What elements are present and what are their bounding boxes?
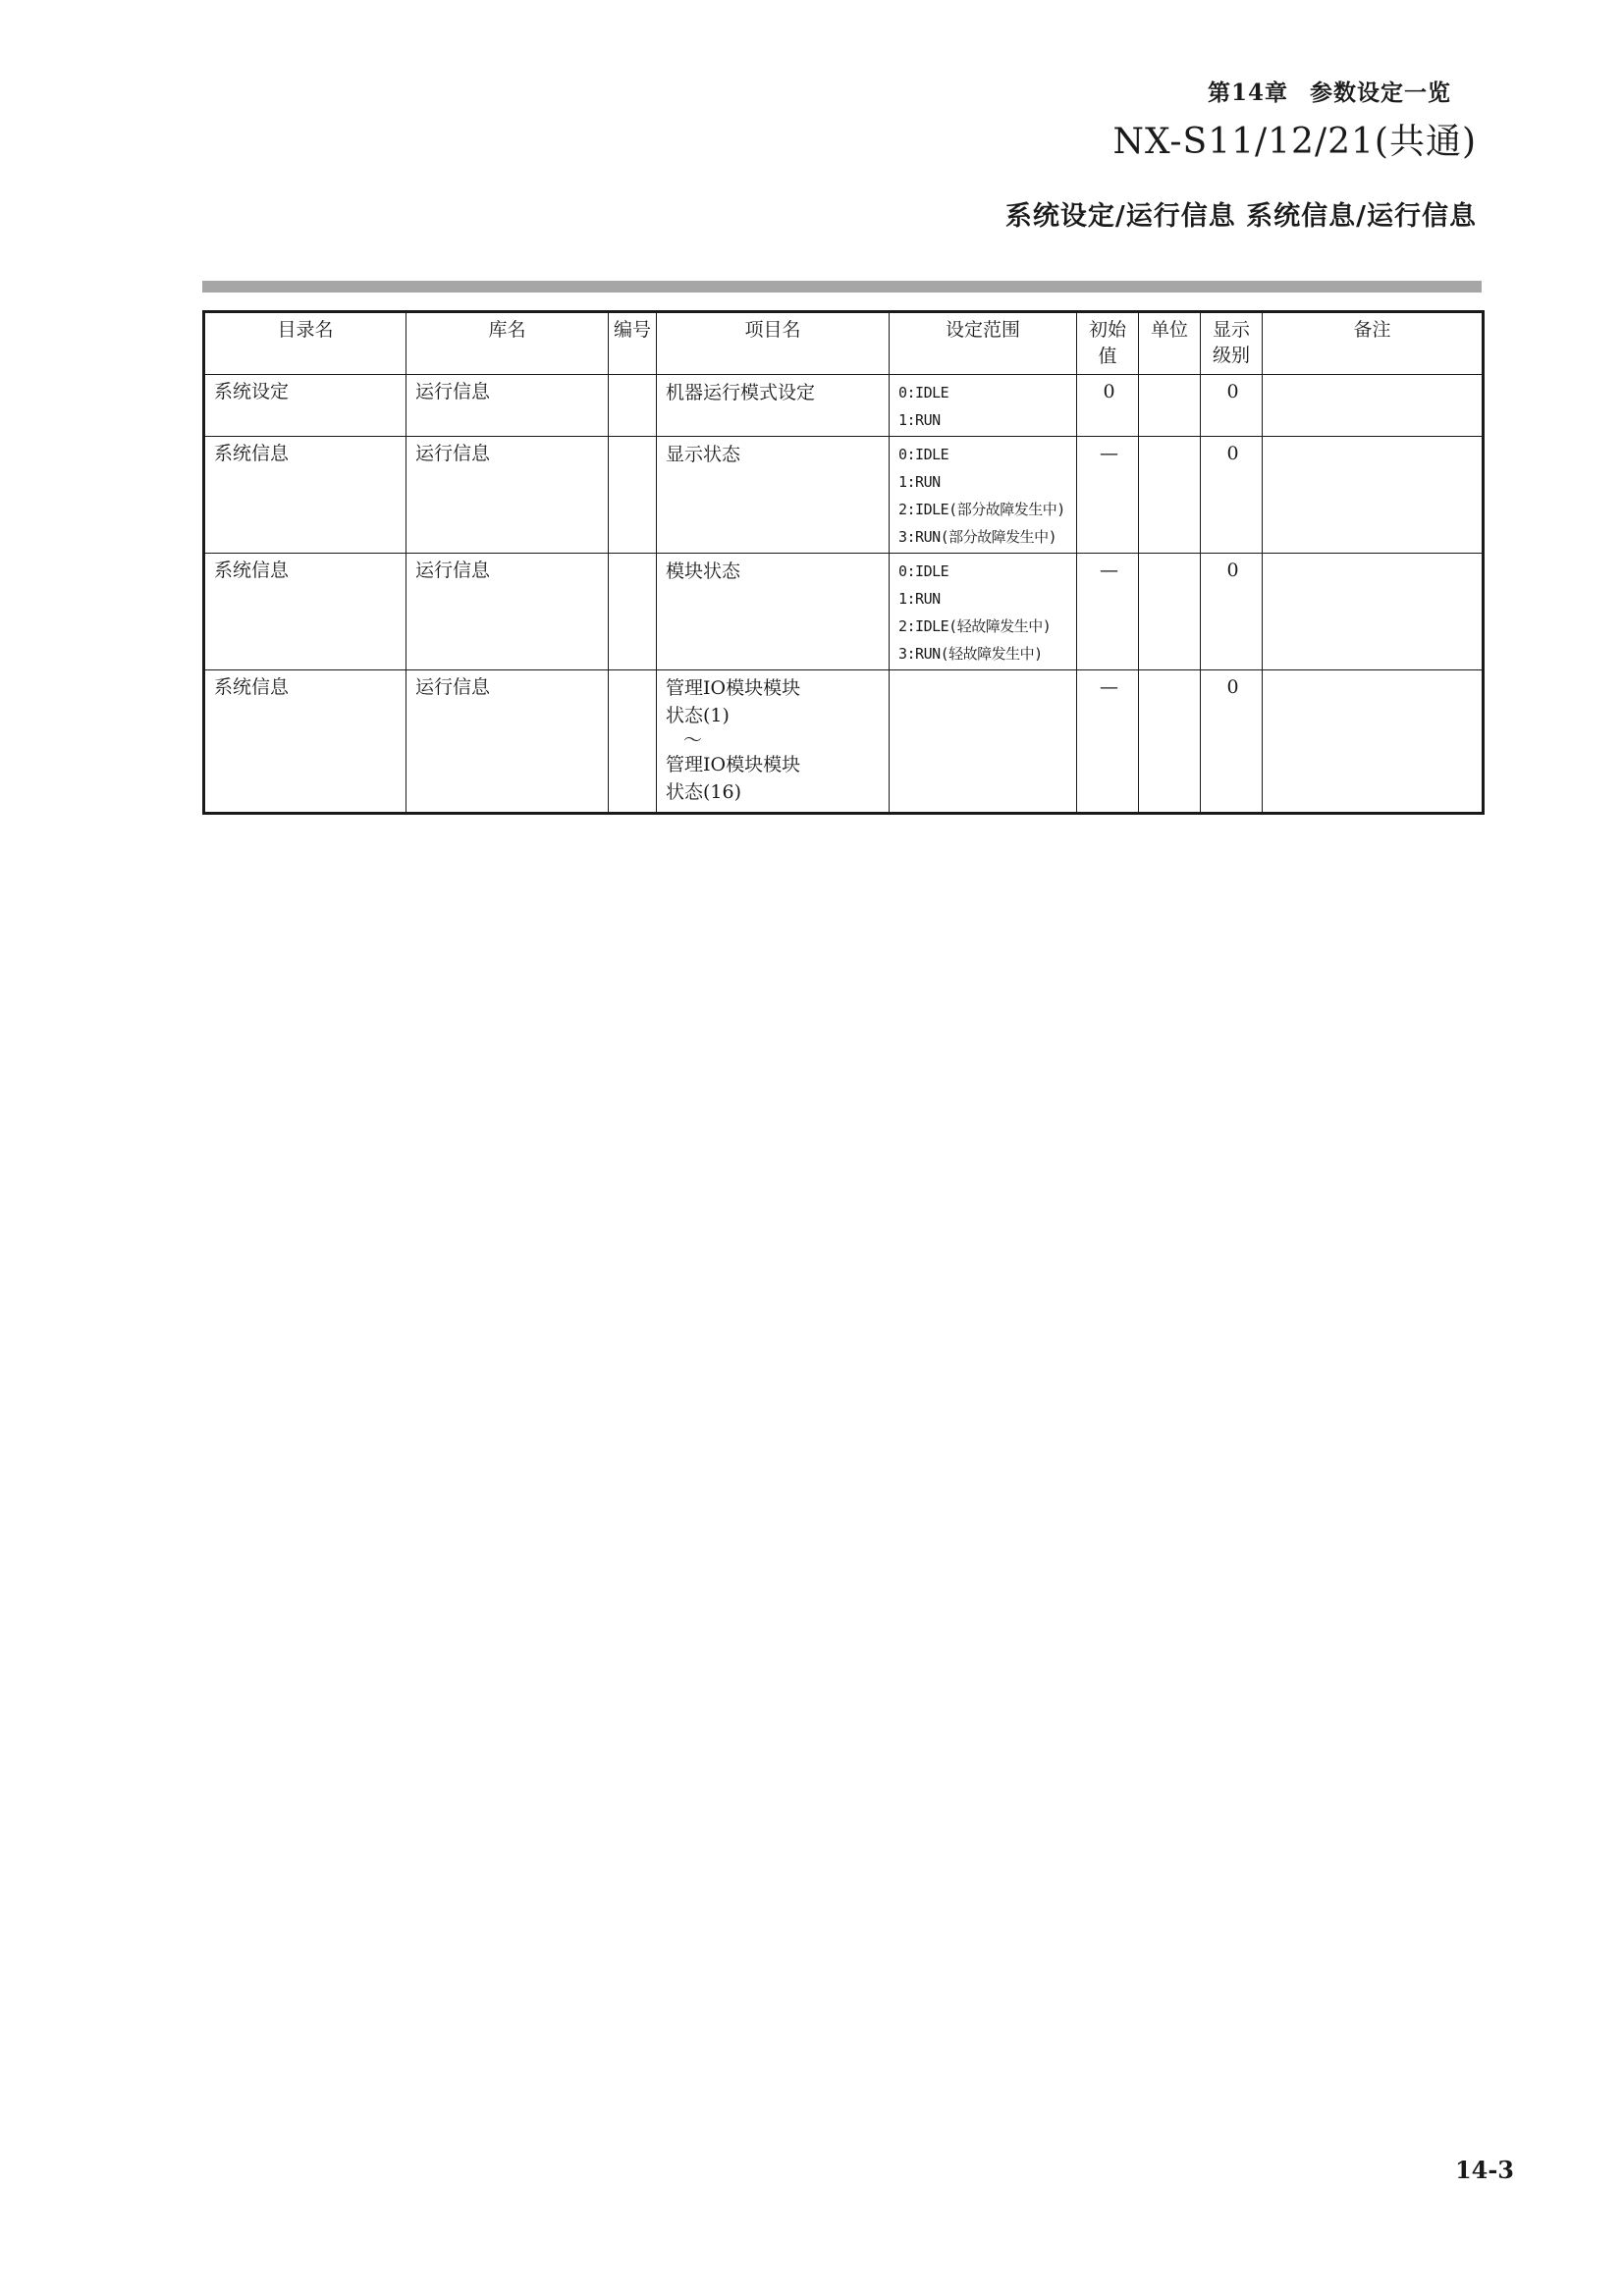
cell-item bbox=[657, 375, 890, 437]
header-rule bbox=[202, 281, 1482, 293]
cell-note bbox=[1263, 437, 1484, 554]
cell-library: 运行信息 bbox=[406, 554, 609, 670]
column-header-initial: 初始值 bbox=[1077, 312, 1139, 375]
cell-note bbox=[1263, 375, 1484, 437]
item-line: 管理IO模块模块 bbox=[666, 754, 801, 775]
table-row bbox=[204, 670, 1484, 814]
column-header-note: 备注 bbox=[1263, 312, 1484, 375]
range-option: 1:RUN bbox=[898, 590, 941, 608]
column-header-range: 设定范围 bbox=[890, 312, 1077, 375]
cell-note bbox=[1263, 670, 1484, 814]
cell-unit bbox=[1139, 437, 1201, 554]
table-row bbox=[204, 554, 1484, 670]
table-row bbox=[204, 375, 1484, 437]
cell-item bbox=[657, 437, 890, 554]
cell-range bbox=[890, 437, 1077, 554]
model-title: NX-S11/12/21(共通) bbox=[1112, 122, 1477, 162]
cell-library: 运行信息 bbox=[406, 670, 609, 814]
range-option: 3:RUN(轻故障发生中) bbox=[898, 645, 1043, 663]
item-line: 管理IO模块模块 bbox=[666, 677, 801, 699]
column-header-category: 目录名 bbox=[204, 312, 406, 375]
cell-initial: 0 bbox=[1077, 375, 1139, 437]
chapter-number: 第14章 bbox=[1207, 80, 1288, 106]
range-option: 1:RUN bbox=[898, 411, 941, 429]
cell-item bbox=[657, 554, 890, 670]
chapter-title: 参数设定一览 bbox=[1310, 80, 1451, 106]
item-line: 状态(16) bbox=[666, 781, 742, 803]
cell-category: 系统信息 bbox=[204, 670, 406, 814]
table-row bbox=[204, 437, 1484, 554]
cell-number bbox=[609, 554, 657, 670]
cell-category: 系统设定 bbox=[204, 375, 406, 437]
cell-library: 运行信息 bbox=[406, 375, 609, 437]
range-option: 1:RUN bbox=[898, 473, 941, 491]
item-line: ～ bbox=[683, 729, 703, 751]
column-header-number: 编号 bbox=[609, 312, 657, 375]
item-line: 状态(1) bbox=[666, 705, 730, 726]
cell-level: 0 bbox=[1201, 554, 1263, 670]
range-option: 2:IDLE(轻故障发生中) bbox=[898, 617, 1052, 635]
chapter-heading bbox=[1208, 75, 1451, 107]
cell-unit bbox=[1139, 554, 1201, 670]
cell-unit bbox=[1139, 670, 1201, 814]
cell-unit bbox=[1139, 375, 1201, 437]
cell-number bbox=[609, 375, 657, 437]
table-header-row bbox=[204, 312, 1484, 375]
cell-range bbox=[890, 375, 1077, 437]
table-body bbox=[204, 375, 1484, 814]
item-line: 显示状态 bbox=[666, 444, 741, 465]
section-title: 系统设定/运行信息 系统信息/运行信息 bbox=[1004, 201, 1477, 232]
cell-initial: — bbox=[1077, 554, 1139, 670]
range-option: 3:RUN(部分故障发生中) bbox=[898, 528, 1057, 546]
cell-initial: — bbox=[1077, 437, 1139, 554]
cell-number bbox=[609, 437, 657, 554]
range-option: 0:IDLE bbox=[898, 384, 949, 401]
range-option: 0:IDLE bbox=[898, 446, 949, 463]
cell-category: 系统信息 bbox=[204, 437, 406, 554]
range-option: 0:IDLE bbox=[898, 562, 949, 580]
cell-level: 0 bbox=[1201, 375, 1263, 437]
cell-range bbox=[890, 670, 1077, 814]
cell-level: 0 bbox=[1201, 437, 1263, 554]
cell-range bbox=[890, 554, 1077, 670]
cell-number bbox=[609, 670, 657, 814]
column-header-unit: 单位 bbox=[1139, 312, 1201, 375]
cell-library: 运行信息 bbox=[406, 437, 609, 554]
cell-initial: — bbox=[1077, 670, 1139, 814]
page-number: 14-3 bbox=[1454, 2156, 1514, 2184]
item-line: 模块状态 bbox=[666, 561, 741, 582]
column-header-item: 项目名 bbox=[657, 312, 890, 375]
column-header-library: 库名 bbox=[406, 312, 609, 375]
cell-item bbox=[657, 670, 890, 814]
cell-note bbox=[1263, 554, 1484, 670]
column-header-level: 显示级别 bbox=[1201, 312, 1263, 375]
cell-category: 系统信息 bbox=[204, 554, 406, 670]
item-line: 机器运行模式设定 bbox=[666, 382, 816, 403]
range-option: 2:IDLE(部分故障发生中) bbox=[898, 501, 1065, 518]
cell-level: 0 bbox=[1201, 670, 1263, 814]
parameter-table bbox=[202, 310, 1485, 815]
